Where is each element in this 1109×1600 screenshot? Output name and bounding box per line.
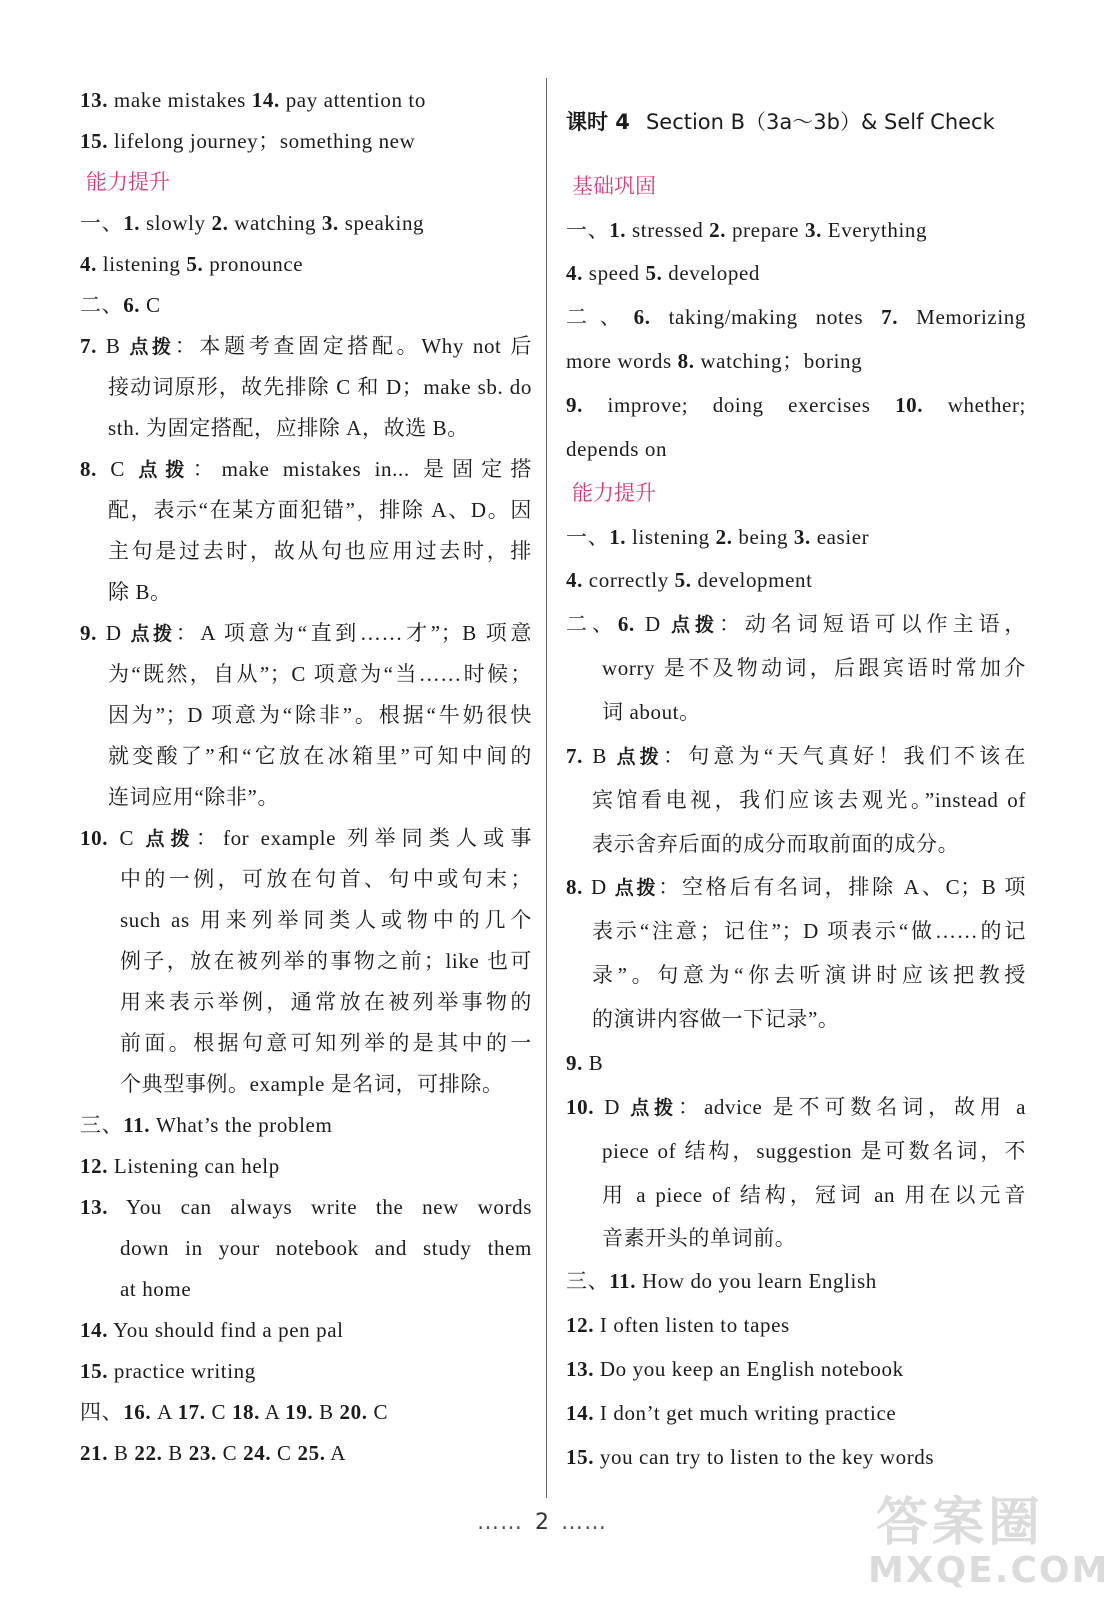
answer-text: ：句意为“天气真好！我们不该在 [662,744,1027,768]
answer-text: C [216,1441,244,1465]
answer-line [80,1357,532,1385]
answer-line [566,1399,1026,1427]
answer-line [80,127,532,155]
answer-text: I don’t get much writing practice [594,1401,897,1425]
answer-text: B [313,1400,340,1424]
item-number: 7. [566,744,583,768]
hint-tag: 点拨 [671,614,719,636]
answer-text: listening [96,252,187,276]
answer-line [566,610,1026,639]
answer-line [120,865,532,893]
answer-text: I often listen to tapes [594,1313,790,1337]
lesson-heading [566,108,995,136]
item-number: 15. [80,129,109,153]
answer-line [566,259,1026,287]
answer-line [80,619,532,648]
answer-text: watching；boring [694,349,863,373]
item-number: 14. [566,1401,595,1425]
item-number: 7. [80,334,97,358]
answer-line [120,1029,532,1057]
answer-line [592,917,1026,945]
answer-text: 除 B。 [108,580,172,604]
answer-text: You can always write the new words [108,1195,532,1219]
answer-text: 用 a piece of 结构，冠词 an 用在以元音 [602,1183,1026,1207]
answer-text: Everything [821,218,928,242]
answer-text: stressed [626,218,710,242]
part-marker: 一、 [80,211,124,235]
answer-line [602,1137,1026,1165]
part-marker: 二、 [80,293,124,317]
answer-text: development [691,568,813,592]
answer-text: ：make mistakes in... 是固定搭 [192,457,533,481]
answer-text: ：动名词短语可以作主语， [718,612,1026,636]
item-number: 10. [566,1095,595,1119]
item-number: 14. [80,1318,109,1342]
footer-dots-left: …… [477,1510,523,1535]
answer-line [566,347,1026,375]
answer-line [108,783,532,811]
item-number: 9. [566,393,583,417]
item-number: 5. [674,568,692,592]
watermark-logo [868,1480,1109,1598]
item-number: 3. [793,525,811,549]
item-number: 10. [895,393,924,417]
answer-line [602,654,1026,682]
answer-text: make mistakes [108,88,252,112]
item-number: 1. [609,218,627,242]
answer-text: 表示舍弃后面的成分而取前面的成分。 [592,832,960,856]
answer-line [80,1152,532,1180]
answer-text: 前面。根据句意可知列举的是其中的一 [120,1031,532,1055]
item-number: 10. [80,826,109,850]
answer-line [80,332,532,361]
item-number: 9. [566,1051,583,1075]
item-number: 15. [80,1359,109,1383]
answer-text: 连词应用“除非”。 [108,785,280,809]
answer-text: 中的一例，可放在句首、句中或句末； [120,867,532,891]
section-heading: 能力提升 [86,170,170,194]
answer-text: Memorizing [898,305,1026,329]
answer-text: being [732,525,794,549]
answer-text: listening [626,525,716,549]
answer-text: depends on [566,437,668,461]
answer-text: developed [662,261,760,285]
part-marker: 一、 [566,525,610,549]
item-number: 22. [134,1441,163,1465]
answer-line [592,961,1026,989]
item-number: 16. [123,1400,152,1424]
answer-line [80,1111,532,1139]
answer-text: ：advice 是不可数名词，故用 a [678,1095,1026,1119]
answer-text: whether; [923,393,1026,417]
item-number: 6. [633,305,651,329]
item-number: 2. [709,218,727,242]
lesson-title: Section B（3a～3b）& Self Check [645,110,995,134]
answer-line [602,698,1026,726]
hint-tag: 点拨 [630,1097,679,1119]
item-number: 13. [566,1357,595,1381]
item-number: 13. [80,88,109,112]
item-number: 21. [80,1441,109,1465]
answer-line [592,830,1026,858]
lesson-label: 课时 4 [566,110,630,134]
item-number: 1. [609,525,627,549]
hint-tag: 点拨 [138,459,193,481]
answer-text: B [96,334,130,358]
item-number: 4. [80,252,97,276]
answer-line [566,216,1026,244]
answer-text: C [140,293,161,317]
item-number: 8. [677,349,695,373]
answer-text: slowly [140,211,212,235]
answer-line [80,455,532,484]
item-number: 4. [566,568,583,592]
page-number: 2 [535,1510,549,1535]
answer-line [592,1005,1026,1033]
answer-text: D [634,612,672,636]
answer-text: A [260,1400,286,1424]
answer-text: sth. 为固定搭配，应排除 A，故选 B。 [108,416,469,440]
answer-line [566,1267,1026,1295]
answer-line [566,1355,1026,1383]
answer-line [80,1439,532,1467]
item-number: 4. [566,261,583,285]
answer-line [80,291,532,319]
item-number: 3. [321,211,339,235]
item-number: 12. [80,1154,109,1178]
answer-line [602,1224,1026,1252]
item-number: 17. [177,1400,206,1424]
answer-text: You should find a pen pal [108,1318,344,1342]
item-number: 3. [804,218,822,242]
hint-tag: 点拨 [614,877,659,899]
answer-line [566,1049,1026,1077]
answer-line [108,701,532,729]
section-heading: 能力提升 [572,481,656,505]
answer-line [566,1093,1026,1122]
answer-line [120,988,532,1016]
part-marker: 二、 [566,612,618,636]
answer-text: prepare [726,218,805,242]
answer-text: How do you learn English [636,1269,877,1293]
answer-text: 因为”；D 项意为“除非”。根据“牛奶很快 [108,703,532,727]
item-number: 8. [566,875,583,899]
item-number: 11. [123,1113,151,1137]
answer-text: 为“既然，自从”；C 项意为“当……时候； [108,662,532,686]
part-marker: 三、 [566,1269,610,1293]
answer-line [566,1311,1026,1339]
part-marker: 四、 [80,1400,124,1424]
answer-text: B [108,1441,135,1465]
answer-text: 例子，放在被列举的事物之前；like 也可 [120,949,532,973]
answer-text: ：空格后有名词，排除 A、C；B 项 [658,875,1027,899]
answer-line [592,786,1026,814]
answer-text: Listening can help [108,1154,280,1178]
hint-tag: 点拨 [130,623,176,645]
answer-text: improve; doing exercises [582,393,896,417]
answer-text: A [151,1400,178,1424]
answer-text: 表示“注意；记住”；D 项表示“做……的记 [592,919,1026,943]
item-number: 2. [715,525,733,549]
answer-text: D [594,1095,631,1119]
answer-text: C [108,826,146,850]
answer-text: B [162,1441,189,1465]
answer-line [566,566,1026,594]
item-number: 2. [211,211,229,235]
answer-text: D [96,621,131,645]
item-number: 23. [188,1441,217,1465]
hint-tag: 点拨 [616,746,663,768]
answer-line [80,1316,532,1344]
answer-line [120,1070,532,1098]
answer-text: What’s the problem [150,1113,333,1137]
item-number: 25. [297,1441,326,1465]
part-marker: 三、 [80,1113,124,1137]
answer-text: C [271,1441,298,1465]
answer-line [566,303,1026,331]
item-number: 24. [243,1441,272,1465]
answer-text: worry 是不及物动词，后跟宾语时常加介 [602,656,1026,680]
answer-line [80,824,532,853]
answer-text: speed [582,261,646,285]
answer-text: more words [566,349,678,373]
item-number: 12. [566,1313,595,1337]
answer-line [80,86,532,114]
hint-tag: 点拨 [145,828,196,850]
answer-line [80,1398,532,1426]
part-marker: 二、 [566,305,634,329]
answer-line [120,906,532,934]
answer-text: 个典型事例。example 是名词，可排除。 [120,1072,504,1096]
item-number: 5. [186,252,204,276]
answer-text: ：本题考查固定搭配。Why not 后 [174,334,532,358]
answer-text: 就变酸了”和“它放在冰箱里”可知中间的 [108,744,532,768]
item-number: 5. [645,261,663,285]
answer-line [566,391,1026,419]
answer-text: easier [810,525,870,549]
answer-text: pronounce [203,252,304,276]
answer-text: watching [228,211,322,235]
item-number: 13. [80,1195,109,1219]
answer-text: Do you keep an English notebook [594,1357,904,1381]
item-number: 1. [123,211,141,235]
answer-text: B [582,1051,604,1075]
answer-line [120,1275,532,1303]
answer-text: at home [120,1277,192,1301]
item-number: 7. [881,305,899,329]
watermark-text-top: 答案圈 [876,1493,1045,1553]
answer-text: B [582,744,617,768]
answer-text: 的演讲内容做一下记录”。 [592,1007,840,1031]
hint-tag: 点拨 [129,336,175,358]
answer-line [108,373,532,401]
answer-text: 接动词原形，故先排除 C 和 D；make sb. do [108,375,532,399]
answer-text: ：A 项意为“直到……才”；B 项意 [175,621,533,645]
answer-text: lifelong journey；something new [108,129,416,153]
answer-text: C [96,457,139,481]
answer-text: such as 用来列举同类人或物中的几个 [120,908,532,932]
answer-line [108,537,532,565]
answer-text: 音素开头的单词前。 [602,1226,797,1250]
answer-text: pay attention to [279,88,426,112]
item-number: 6. [617,612,635,636]
answer-text: 配，表示“在某方面犯错”，排除 A、D。因 [108,498,532,522]
answer-text: 用来表示举例，通常放在被列举事物的 [120,990,532,1014]
answer-line [566,873,1026,902]
answer-text: 录”。句意为“你去听演讲时应该把教授 [592,963,1026,987]
answer-line [566,435,1026,463]
answer-line [108,496,532,524]
answer-text: 词 about。 [602,700,701,724]
answer-text: you can try to listen to the key words [594,1445,935,1469]
answer-text: taking/making notes [650,305,882,329]
answer-text: 宾馆看电视，我们应该去观光。”instead of [592,788,1026,812]
item-number: 8. [80,457,97,481]
answer-text: practice writing [108,1359,256,1383]
answer-text: speaking [338,211,425,235]
answer-line [80,209,532,237]
answer-line [566,523,1026,551]
watermark-text-bottom: MXQE.COM [868,1550,1109,1591]
answer-line [120,947,532,975]
answer-line [80,250,532,278]
item-number: 15. [566,1445,595,1469]
answer-text: A [325,1441,347,1465]
item-number: 14. [251,88,280,112]
column-divider [546,78,547,1498]
answer-line [108,742,532,770]
answer-line [108,578,532,606]
answer-line [120,1234,532,1262]
answer-line [602,1181,1026,1209]
answer-text: D [582,875,615,899]
answer-line [566,1443,1026,1471]
answer-text: C [367,1400,389,1424]
answer-line [108,414,532,442]
item-number: 18. [231,1400,261,1424]
answer-text: piece of 结构，suggestion 是可数名词，不 [602,1139,1026,1163]
answer-text: 主句是过去时，故从句也应用过去时，排 [108,539,532,563]
answer-line [566,742,1026,771]
part-marker: 一、 [566,218,610,242]
item-number: 6. [123,293,141,317]
answer-text: ：for example 列举同类人或事 [195,826,532,850]
footer-dots-right: …… [561,1510,607,1535]
answer-text: C [205,1400,232,1424]
item-number: 11. [609,1269,637,1293]
answer-text: correctly [582,568,675,592]
section-heading: 基础巩固 [572,174,656,198]
answer-line [80,1193,532,1221]
item-number: 9. [80,621,97,645]
answer-line [108,660,532,688]
item-number: 20. [339,1400,368,1424]
item-number: 19. [285,1400,314,1424]
answer-text: down in your notebook and study them [120,1236,532,1260]
